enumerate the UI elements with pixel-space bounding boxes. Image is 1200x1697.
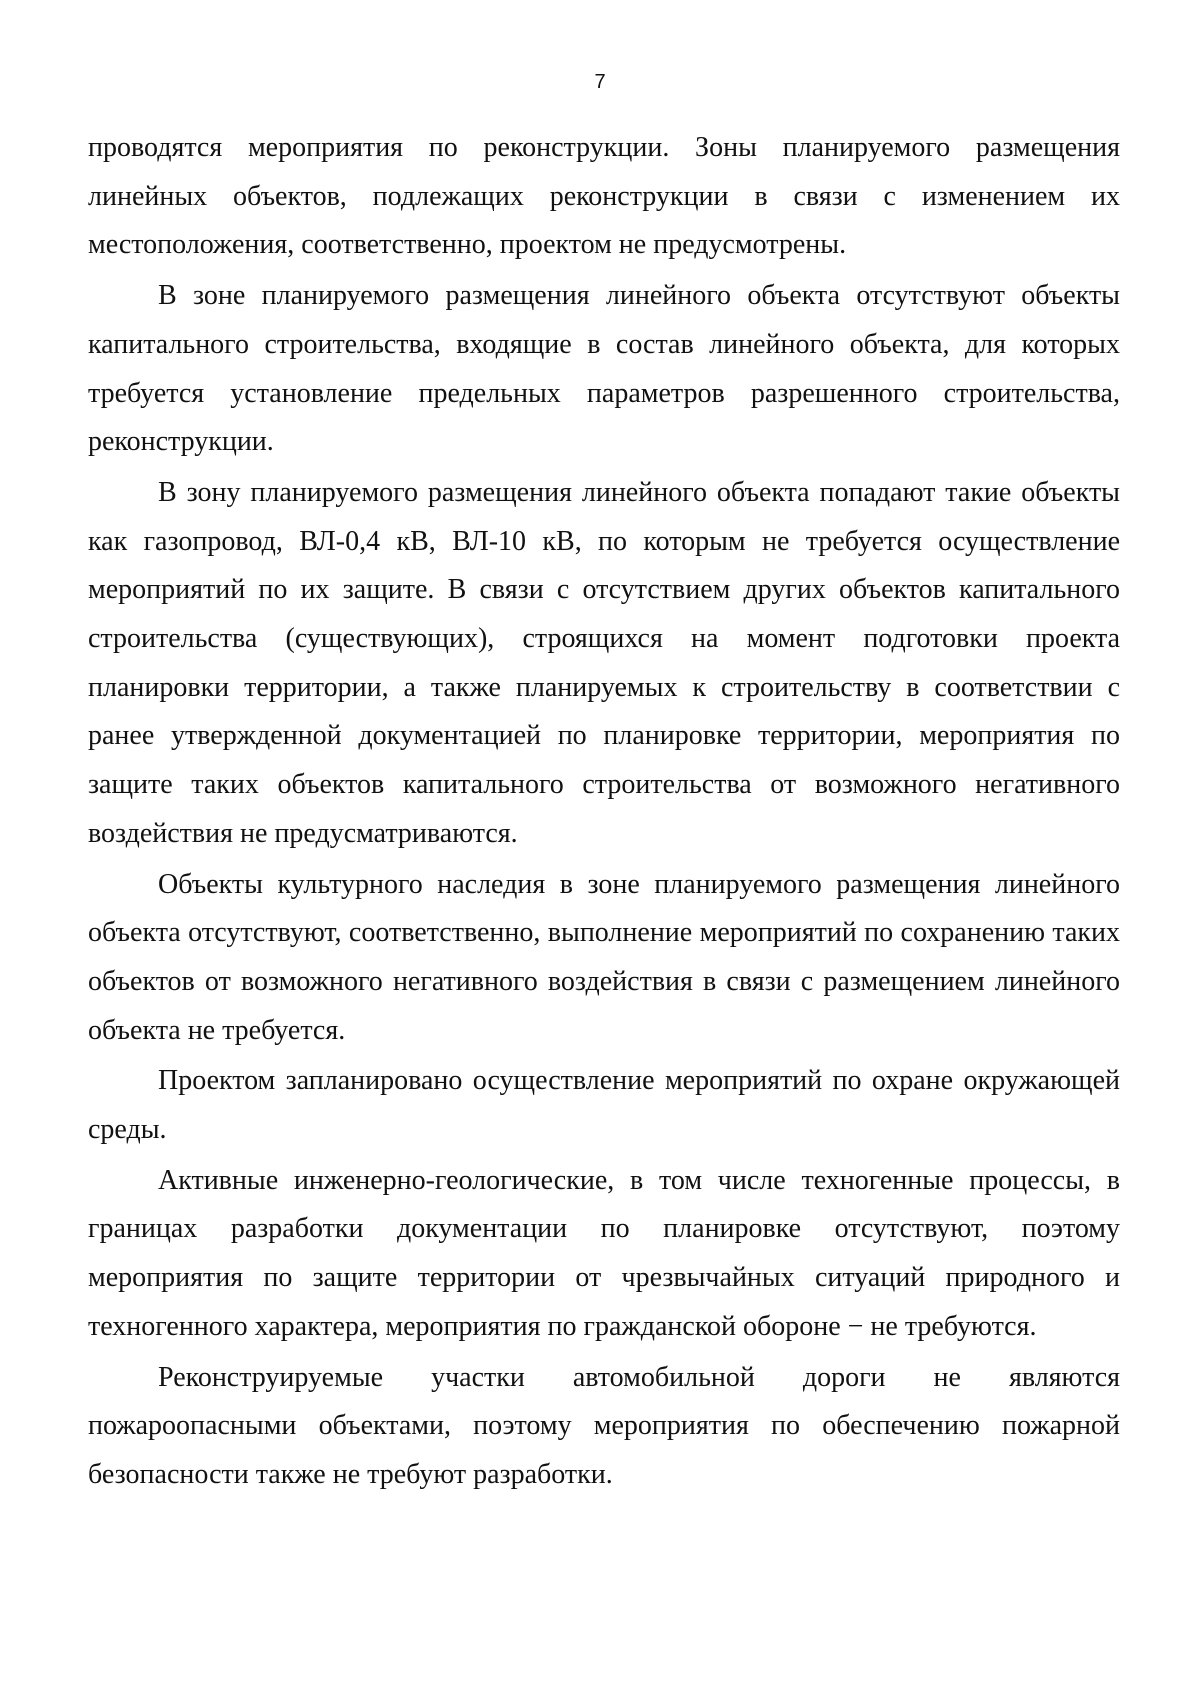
page-number: 7 <box>594 71 606 93</box>
paragraph-emergency: Активные инженерно-геологические, в том числе техногенные процессы, в границах разработки документации по планировке отсутствуют, поэтому мероприятия по защите территории от чрезвычайных ситуаций природного и техногенного характера, мероприятия по гражданской обороне − не требуются. <box>88 1164 1120 1342</box>
paragraph-continuation: проводятся мероприятия по реконструкции. Зоны планируемого размещения линейных объектов, подлежащих реконструкции в связи с изменением их местоположения, соответственно, проектом не предусмотрены. <box>88 132 1120 261</box>
paragraph-capital-construction: В зоне планируемого размещения линейного объекта отсутствуют объекты капитального строительства, входящие в состав линейного объекта, для которых требуется установление предельных параметров разрешенного строительства, реконструкции. <box>88 280 1120 458</box>
paragraph-environment: Проектом запланировано осуществление мероприятий по охране окружающей среды. <box>88 1065 1120 1146</box>
document-body <box>88 124 1120 1502</box>
paragraph-cultural-heritage: Объекты культурного наследия в зоне планируемого размещения линейного объекта отсутствуют, соответственно, выполнение мероприятий по сохранению таких объектов от возможного негативного воздействия в связи с размещением линейного объекта не требуется. <box>88 868 1120 1046</box>
paragraph-existing-objects: В зону планируемого размещения линейного объекта попадают такие объекты как газопровод, ВЛ-0,4 кВ, ВЛ-10 кВ, по которым не требуется осуществление мероприятий по их защите. В связи с отсутствием других объектов капитального строительства (существующих), строящихся на момент подготовки проекта планировки территории, а также планируемых к строительству в соответствии с ранее утвержденной документацией по планировке территории, мероприятия по защите таких объектов капитального строительства от возможного негативного воздействия не предусматриваются. <box>88 476 1120 849</box>
paragraph-fire-safety: Реконструируемые участки автомобильной дороги не являются пожароопасными объектами, поэтому мероприятия по обеспечению пожарной безопасности также не требуют разработки. <box>88 1361 1120 1490</box>
